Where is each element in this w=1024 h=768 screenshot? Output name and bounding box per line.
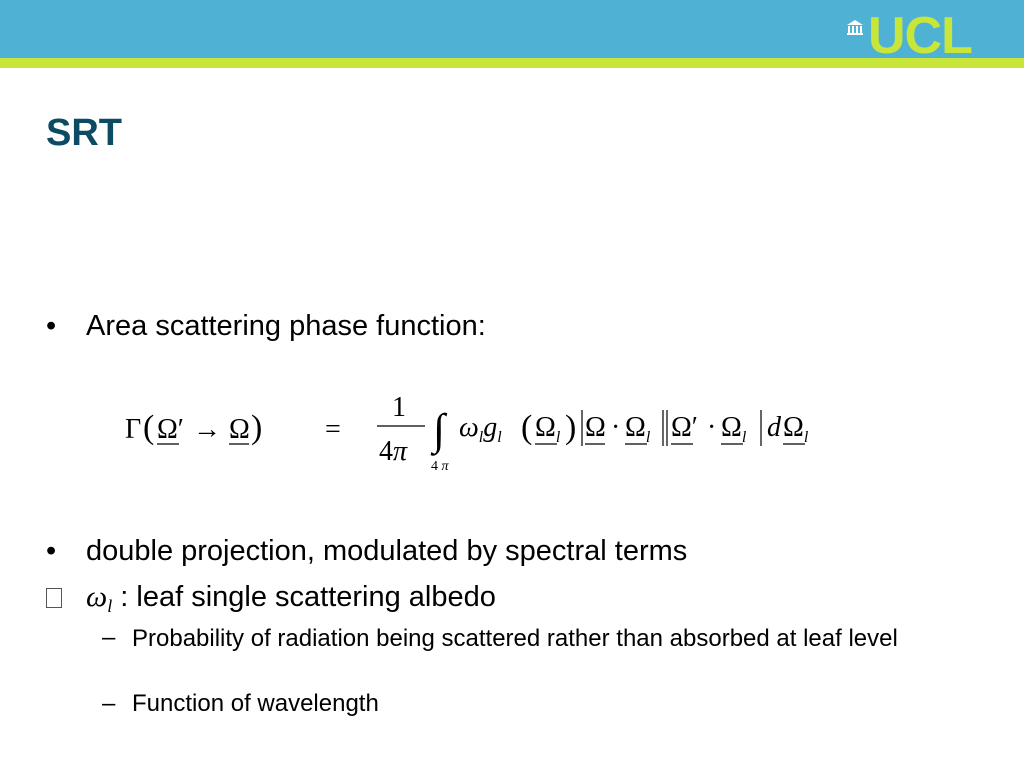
bullet-text: double projection, modulated by spectral terms — [86, 535, 688, 567]
bullet-icon: • — [46, 535, 57, 567]
formula-equals: = — [325, 414, 341, 445]
svg-text:Ω′: Ω′ — [671, 412, 698, 443]
svg-text:d: d — [767, 412, 781, 443]
svg-text:): ) — [565, 409, 577, 446]
sub-bullet-text: Probability of radiation being scattered rather than absorbed at leaf level — [132, 625, 898, 652]
svg-text:): ) — [251, 409, 263, 446]
bullet-item — [46, 535, 687, 568]
svg-text:(: ( — [521, 409, 533, 446]
formula-lhs: Γ — [125, 414, 142, 445]
bullet-item — [46, 310, 486, 343]
sub-bullet-text: Function of wavelength — [132, 690, 379, 717]
missing-glyph-icon — [46, 581, 86, 614]
phase-function-formula — [125, 388, 835, 488]
albedo-subscript: l — [107, 596, 113, 616]
albedo-bullet — [46, 580, 496, 617]
svg-text:Ωl: $\Omega_l$ — [783, 412, 809, 446]
sub-bullet-item — [102, 690, 982, 718]
svg-text:Ωl: $\Omega_l$ — [535, 412, 561, 446]
ucl-logo — [846, 7, 996, 65]
svg-text:·: · — [707, 412, 717, 443]
formula-denominator: 4π — [379, 436, 408, 467]
svg-text:→: → — [193, 414, 221, 445]
integral-limit: 4 π — [431, 459, 449, 474]
svg-text:Ω: Ω — [229, 414, 250, 445]
integral-sign: ∫ — [433, 405, 446, 454]
bullet-icon: • — [46, 310, 57, 342]
logo-text: UCL — [868, 7, 972, 65]
svg-text:Ωl: $\Omega_l$ — [721, 412, 747, 446]
albedo-text: : leaf single scattering albedo — [112, 581, 496, 613]
portico-icon — [846, 18, 864, 36]
svg-text:Ωl: $\Omega_l$ — [625, 412, 651, 446]
svg-text:·: · — [611, 412, 621, 443]
page-title: SRT — [46, 112, 122, 154]
svg-text:Ω: Ω — [585, 412, 606, 443]
sub-bullet-item — [102, 624, 982, 654]
dash-icon: – — [102, 690, 116, 717]
svg-text:Ω′: Ω′ — [157, 414, 184, 445]
dash-icon: – — [102, 624, 116, 651]
bullet-text: Area scattering phase function: — [86, 310, 486, 342]
formula-numerator: 1 — [392, 392, 406, 423]
svg-text:ωlgl: $\omega_lg_l$ — [459, 412, 502, 446]
albedo-symbol: ω — [86, 580, 108, 613]
svg-text:(: ( — [143, 409, 155, 446]
